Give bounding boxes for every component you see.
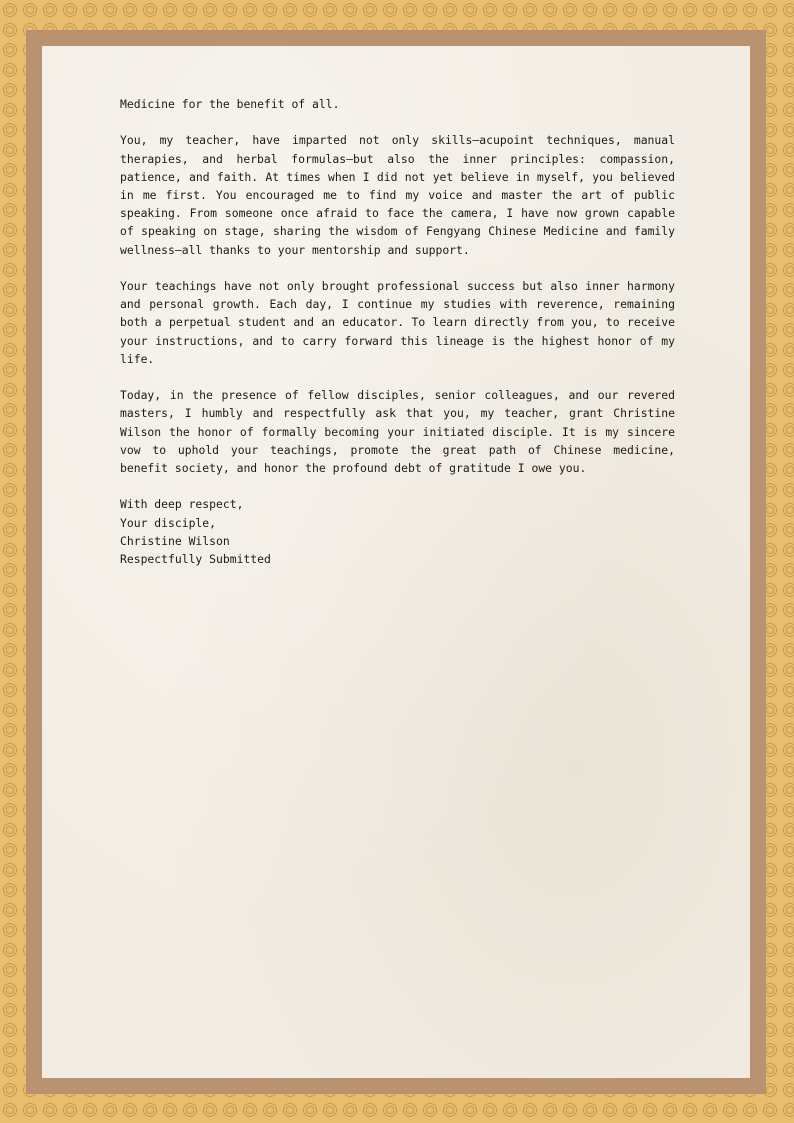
signoff-line: Respectfully Submitted [120, 552, 271, 567]
paragraph-teachings: Your teachings have not only brought professional success but also inner harmony and personal growth. Each day, I continue my studies with reverence, remaining both a perpetual student and an educator. To learn directly from you, to receive your instructions, and to carry forward this lineage is the highest honor of my life. [120, 279, 675, 366]
closing-disciple: Your disciple, [120, 515, 217, 530]
paragraph-request: Today, in the presence of fellow disciples, senior colleagues, and our revered masters, I humbly and respectfully ask that you, my teacher, grant Christine Wilson the honor of formally becoming your initiated disciple. It is my sincere vow to uphold your teachings, promote the great path of Chinese medicine, benefit society, and honor the profound debt of gratitude I owe you. [120, 388, 675, 476]
paragraph-teacher-gratitude: You, my teacher, have imparted not only skills—acupoint techniques, manual therapies, and herbal formulas—but also the inner principles: compassion, patience, and faith. At times when I did not yet believe in myself, you believed in me first. You encouraged me to find my voice and master the art of public speaking. From someone once afraid to face the camera, I have now grown capable of speaking on stage, sharing the wisdom of Fengyang Chinese Medicine and family wellness—all thanks to your mentorship and support. [120, 133, 675, 257]
opening-line: Medicine for the benefit of all. [120, 97, 340, 111]
closing-respect: With deep respect, [120, 497, 244, 512]
letter-body [120, 95, 675, 568]
signature-name: Christine Wilson [120, 533, 230, 548]
